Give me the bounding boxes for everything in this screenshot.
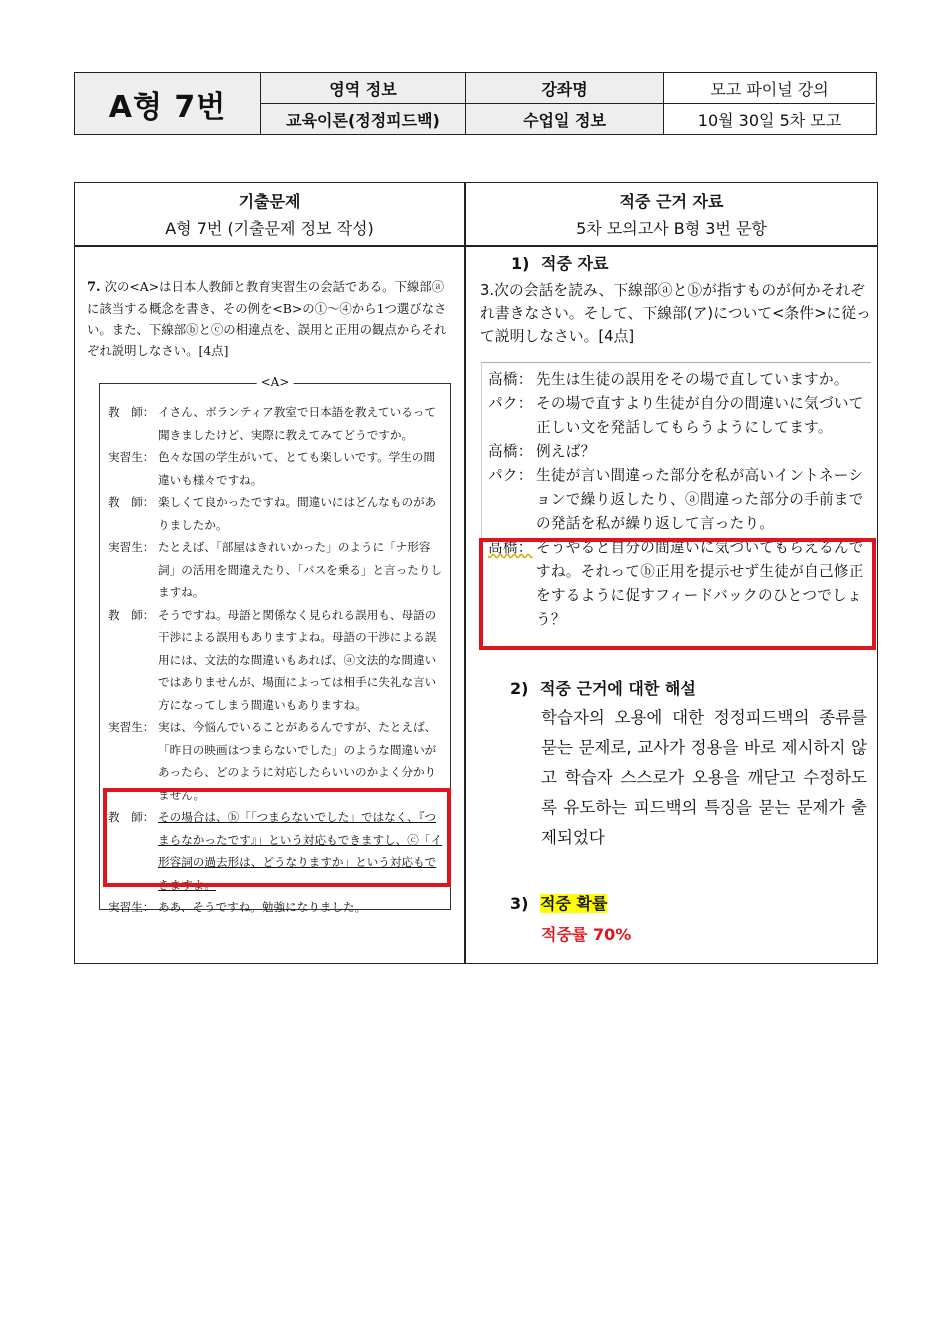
section-1-heading: [511, 251, 608, 274]
speaker: 実習生：: [108, 540, 155, 554]
question-number: 7.: [87, 280, 101, 295]
dialog-line: [108, 536, 446, 604]
hit-rate: 적중률 70%: [541, 925, 632, 944]
section-3-number: 3): [510, 894, 529, 913]
dialog-caption: <A>: [257, 375, 294, 389]
speaker: 高橋：: [488, 539, 533, 556]
speaker: 高橋：: [488, 371, 533, 388]
conversation-line: [488, 368, 868, 392]
speaker: パク：: [488, 395, 533, 412]
utterance: 例えば？: [536, 443, 596, 460]
question-title: A형 7번: [75, 73, 261, 134]
speaker: 実習生：: [108, 720, 155, 734]
section-2-number: 2): [510, 679, 529, 698]
utterance: そうですね。母語と関係なく見られる誤用も、母語の干渉による誤用もありますよね。母語の干渉による誤用には、文法的な間違いもあれば、ⓐ文法的な間違いではありませんが、場面によっては相手に失礼な言い方になってしまう間違いもありますね。: [158, 607, 437, 712]
dialog-line: [108, 491, 446, 536]
left-match-highlight-box: [103, 788, 451, 887]
utterance: イさん、ボランティア教室で日本語を教えているって聞きましたけど、実際に教えてみてどうですか。: [158, 405, 437, 442]
utterance: その場で直すより生徒が自分の間違いに気づいて正しい文を発話してもらうようにしてます。: [536, 395, 864, 436]
course-label: 강좌명: [466, 73, 664, 104]
speaker: 実習生：: [108, 900, 155, 914]
dialog-line: [108, 896, 446, 919]
conversation-line: [488, 440, 868, 464]
right-column-header: [466, 183, 877, 245]
info-header-table: [74, 72, 877, 135]
area-label: 영역 정보: [261, 73, 466, 104]
utterance: 先生は生徒の誤用をその場で直していますか。: [536, 371, 849, 388]
date-label: 수업일 정보: [466, 104, 664, 134]
speaker: 教 師：: [108, 495, 155, 509]
utterance: そうやると自分の間違いに気づいてもらえるんですね。それってⓑ正用を提示せず生徒が自己修正をするように促すフィードバックのひとつでしょう？: [536, 539, 864, 628]
speaker: 教 師：: [108, 607, 155, 622]
utterance: 楽しくて良かったですね。間違いにはどんなものがありましたか。: [158, 495, 437, 532]
speaker: 教 師：: [108, 405, 155, 419]
section-1-title: 적중 자료: [541, 254, 609, 273]
utterance: ああ、そうですね。勉強になりました。: [158, 900, 367, 914]
area-value: 교육이론(정정피드백): [261, 104, 466, 134]
utterance: 色々な国の学生がいて、とても楽しいです。学生の間違いも様々ですね。: [158, 450, 436, 487]
explanation-text: 학습자의 오용에 대한 정정피드백의 종류를 묻는 문제로, 교사가 정용을 바로 제시하지 않고 학습자 스스로가 오용을 깨닫고 수정하도록 유도하는 피드백의 특징을 묻는 문제가 출제되었다: [541, 708, 867, 847]
left-column-header: [75, 183, 464, 245]
section-3-title: 적중 확률: [540, 894, 608, 913]
utterance: 生徒が言い間違った部分を私が高いイントネーションで繰り返したり、ⓐ間違った部分の手前までの発話を私が繰り返して言ったり。: [536, 467, 864, 532]
speaker: 教 師：: [108, 810, 155, 824]
conversation-line: [488, 392, 868, 440]
header-divider: [75, 245, 877, 247]
dialog-line: [108, 604, 446, 717]
match-question-prompt: 3.次の会話を読み、下線部ⓐとⓑが指すものが何かそれぞれ書きなさい。そして、下線部(ア)について<条件>に従って説明しなさい。[4点]: [480, 282, 871, 345]
section-3-heading: [510, 891, 607, 914]
course-value: 모고 파이널 강의: [664, 73, 875, 104]
date-value: 10월 30일 5차 모고: [664, 104, 875, 134]
right-match-highlight-box: [479, 538, 876, 650]
exam-question: [87, 276, 455, 361]
utterance: その場合は、ⓑ「「つまらないでした」ではなく、『つまらなかったです』」という対応もできますし、ⓒ「イ形容詞の過去形は、どうなりますか」という対応もできますよ。: [158, 810, 443, 892]
speaker: 高橋：: [488, 443, 533, 460]
section-2-heading: [510, 676, 696, 699]
utterance: 実は、今悩んでいることがあるんですが、たとえば、「昨日の映画はつまらないでした」のような間違いがあったら、どのように対応したらいいのかよく分かりません。: [158, 720, 437, 802]
left-column-title: 기출문제: [238, 192, 301, 211]
column-divider: [464, 183, 466, 963]
dialog-line: [108, 401, 446, 446]
section-1-number: 1): [511, 254, 530, 273]
dialog-line: [108, 446, 446, 491]
right-column-title: 적중 근거 자료: [619, 192, 724, 211]
question-text: 次の<A>は日本人教師と教育実習生の会話である。下線部ⓐに該当する概念を書き、その例を<B>の①～④から1つ選びなさい。また、下線部ⓑとⓒの相違点を、誤用と正用の観点からそれぞれ説明しなさい。[4点]: [87, 279, 447, 358]
section-2-title: 적중 근거에 대한 해설: [540, 679, 696, 698]
right-column-subtitle: 5차 모의고사 B형 3번 문항: [576, 219, 767, 238]
speaker: 実習生：: [108, 450, 155, 464]
speaker: パク：: [488, 467, 533, 484]
utterance: たとえば、「部屋はきれいかった」のように「ナ形容詞」の活用を間違えたり、「バスを乗る」と言ったりしますね。: [158, 540, 443, 599]
left-column-subtitle: A형 7번 (기출문제 정보 작성): [165, 219, 374, 238]
conversation-line: [488, 464, 868, 536]
